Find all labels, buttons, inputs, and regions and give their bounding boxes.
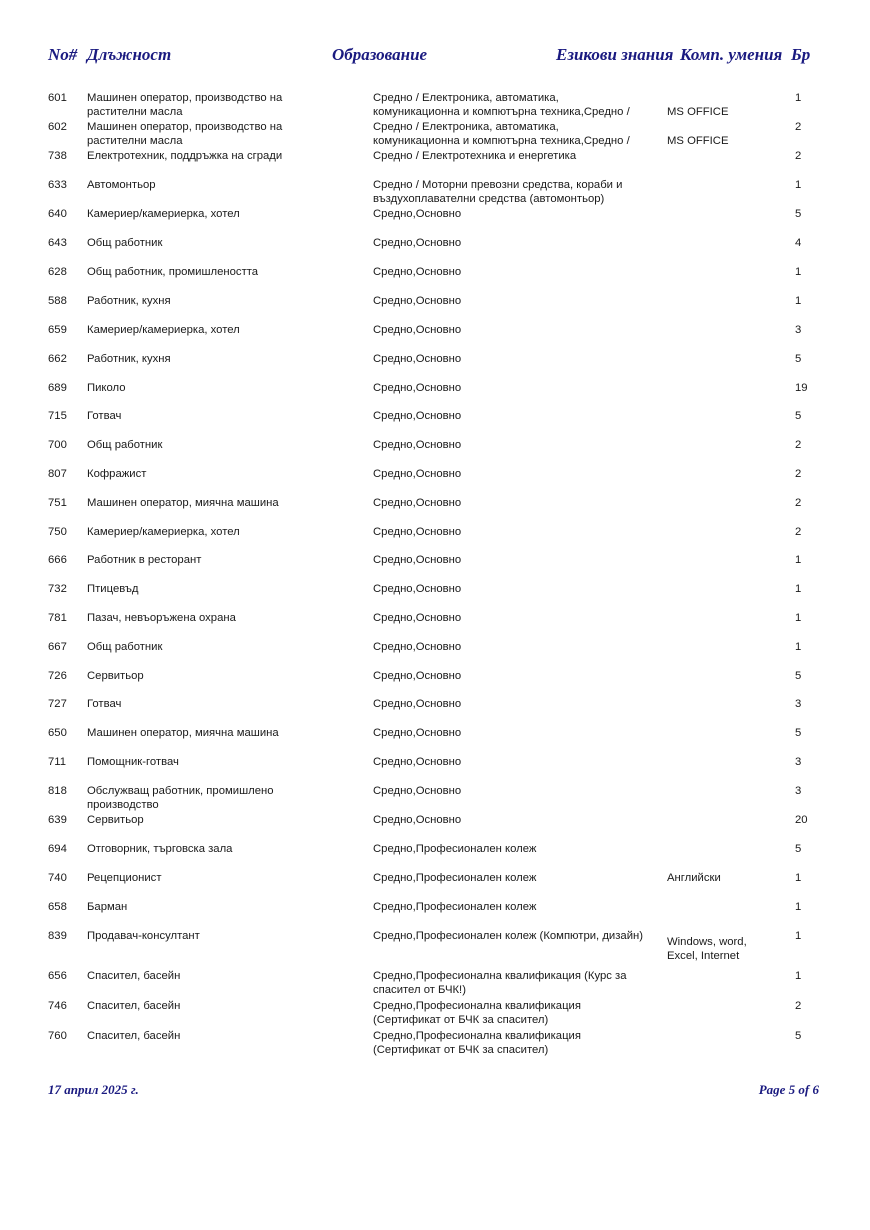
row-education: Средно,Основно <box>373 727 462 739</box>
row-count: 2 <box>795 439 802 451</box>
row-count: 2 <box>795 1000 802 1012</box>
footer-page-number: Page 5 of 6 <box>758 1082 819 1097</box>
row-number: 588 <box>48 295 67 307</box>
row-number: 650 <box>48 727 67 739</box>
row-count: 1 <box>795 92 802 104</box>
row-count: 1 <box>795 641 802 653</box>
row-position: Пиколо <box>87 382 126 394</box>
row-number: 807 <box>48 468 67 480</box>
row-number: 640 <box>48 208 67 220</box>
row-education: Средно,Основно <box>373 468 462 480</box>
footer-date: 17 април 2025 г. <box>48 1082 139 1097</box>
row-count: 5 <box>795 1030 802 1042</box>
row-languages: Английски <box>667 872 721 884</box>
row-education: Средно,Основно <box>373 439 462 451</box>
row-count: 2 <box>795 497 802 509</box>
row-position: Пазач, невъоръжена охрана <box>87 612 236 624</box>
row-position: Работник в ресторант <box>87 554 202 566</box>
row-position: Общ работник <box>87 439 163 451</box>
row-count: 1 <box>795 295 802 307</box>
row-count: 1 <box>795 583 802 595</box>
row-number: 711 <box>48 756 67 768</box>
row-number: 601 <box>48 92 67 104</box>
row-count: 3 <box>795 756 802 768</box>
row-position: Сервитьор <box>87 670 144 682</box>
row-number: 715 <box>48 410 67 422</box>
row-position: Общ работник, промишлеността <box>87 266 259 278</box>
row-number: 818 <box>48 785 67 797</box>
row-number: 746 <box>48 1000 67 1012</box>
row-position: Готвач <box>87 698 122 710</box>
row-position: Камериер/камериерка, хотел <box>87 526 240 538</box>
row-education: Средно,Основно <box>373 641 462 653</box>
row-count: 5 <box>795 843 802 855</box>
row-education: Средно / Електротехника и енергетика <box>373 150 577 162</box>
row-count: 1 <box>795 554 802 566</box>
row-count: 5 <box>795 353 802 365</box>
row-position: Автомонтьор <box>87 179 156 191</box>
row-education: Средно,Основно <box>373 670 462 682</box>
row-computer-skills: MS OFFICE <box>667 134 729 147</box>
row-position: Общ работник <box>87 237 163 249</box>
row-count: 4 <box>795 237 802 249</box>
row-number: 628 <box>48 266 67 278</box>
row-number: 727 <box>48 698 67 710</box>
row-number: 667 <box>48 641 67 653</box>
row-education: Средно / Електроника, автоматика, комуникационна и компютърна техника,Средно / <box>373 121 630 147</box>
row-count: 1 <box>795 872 802 884</box>
row-position: Готвач <box>87 410 122 422</box>
row-number: 740 <box>48 872 67 884</box>
row-education: Средно,Основно <box>373 324 462 336</box>
row-count: 2 <box>795 150 802 162</box>
row-number: 760 <box>48 1030 67 1042</box>
header-education: Образование <box>332 45 428 64</box>
row-education: Средно,Основно <box>373 698 462 710</box>
row-count: 1 <box>795 901 802 913</box>
row-position: Обслужващ работник, промишлено производство <box>87 785 274 811</box>
row-position: Рецепционист <box>87 872 162 884</box>
row-count: 1 <box>795 266 802 278</box>
row-computer-skills: MS OFFICE <box>667 105 729 118</box>
row-position: Камериер/камериерка, хотел <box>87 324 240 336</box>
row-position: Машинен оператор, производство на растителни масла <box>87 92 283 118</box>
row-education: Средно,Основно <box>373 612 462 624</box>
row-number: 633 <box>48 179 67 191</box>
row-education: Средно,Основно <box>373 295 462 307</box>
row-count: 1 <box>795 612 802 624</box>
row-count: 3 <box>795 785 802 797</box>
row-position: Спасител, басейн <box>87 970 181 982</box>
row-education: Средно,Професионален колеж <box>373 872 537 884</box>
row-education: Средно,Основно <box>373 814 462 826</box>
row-position: Сервитьор <box>87 814 144 826</box>
row-number: 694 <box>48 843 67 855</box>
row-position: Машинен оператор, миячна машина <box>87 727 279 739</box>
row-education: Средно,Професионална квалификация (Сертификат от БЧК за спасител) <box>373 1000 581 1026</box>
row-education: Средно,Основно <box>373 353 462 365</box>
row-position: Барман <box>87 901 128 913</box>
row-number: 658 <box>48 901 67 913</box>
row-count: 3 <box>795 324 802 336</box>
row-count: 1 <box>795 970 802 982</box>
row-education: Средно,Основно <box>373 554 462 566</box>
row-education: Средно,Основно <box>373 266 462 278</box>
row-number: 656 <box>48 970 67 982</box>
row-position: Птицевъд <box>87 583 139 595</box>
row-number: 602 <box>48 121 67 133</box>
row-education: Средно,Основно <box>373 208 462 220</box>
row-education: Средно,Основно <box>373 237 462 249</box>
row-count: 2 <box>795 526 802 538</box>
row-education: Средно,Основно <box>373 583 462 595</box>
row-count: 19 <box>795 382 808 394</box>
row-computer-skills: Windows, word, Excel, Internet <box>667 936 747 962</box>
row-number: 643 <box>48 237 67 249</box>
row-position: Машинен оператор, производство на растителни масла <box>87 121 283 147</box>
row-education: Средно,Професионална квалификация (Сертификат от БЧК за спасител) <box>373 1030 581 1056</box>
row-position: Камериер/камериерка, хотел <box>87 208 240 220</box>
row-education: Средно / Моторни превозни средства, кораби и въздухоплавателни средства (автомонтьор) <box>373 179 623 205</box>
row-education: Средно,Професионална квалификация (Курс за спасител от БЧК!) <box>373 970 627 996</box>
row-number: 639 <box>48 814 67 826</box>
header-computer-skills: Комп. умения <box>680 45 783 64</box>
row-education: Средно,Професионален колеж <box>373 901 537 913</box>
header-languages: Езикови знания <box>556 45 674 64</box>
row-number: 666 <box>48 554 67 566</box>
row-count: 20 <box>795 814 808 826</box>
row-education: Средно,Основно <box>373 785 462 797</box>
row-position: Машинен оператор, миячна машина <box>87 497 279 509</box>
row-education: Средно,Професионален колеж <box>373 843 537 855</box>
row-education: Средно,Основно <box>373 526 462 538</box>
row-education: Средно,Основно <box>373 382 462 394</box>
row-count: 5 <box>795 410 802 422</box>
row-number: 726 <box>48 670 67 682</box>
row-count: 2 <box>795 468 802 480</box>
row-education: Средно,Основно <box>373 756 462 768</box>
header-count: Бр <box>791 45 811 64</box>
row-position: Общ работник <box>87 641 163 653</box>
row-count: 1 <box>795 930 802 942</box>
row-education: Средно,Професионален колеж (Компютри, дизайн) <box>373 930 644 942</box>
row-number: 700 <box>48 439 67 451</box>
row-position: Работник, кухня <box>87 353 171 365</box>
row-number: 751 <box>48 497 67 509</box>
row-count: 5 <box>795 208 802 220</box>
row-number: 738 <box>48 150 67 162</box>
row-education: Средно / Електроника, автоматика, комуникационна и компютърна техника,Средно / <box>373 92 630 118</box>
row-count: 1 <box>795 179 802 191</box>
row-number: 689 <box>48 382 67 394</box>
row-number: 662 <box>48 353 67 365</box>
row-education: Средно,Основно <box>373 410 462 422</box>
header-position: Длъжност <box>87 45 172 64</box>
row-number: 732 <box>48 583 67 595</box>
row-education: Средно,Основно <box>373 497 462 509</box>
row-number: 659 <box>48 324 67 336</box>
row-count: 5 <box>795 670 802 682</box>
row-position: Спасител, басейн <box>87 1030 181 1042</box>
row-number: 750 <box>48 526 67 538</box>
header-no: No# <box>48 45 78 64</box>
row-position: Спасител, басейн <box>87 1000 181 1012</box>
row-position: Електротехник, поддръжка на сгради <box>87 150 283 162</box>
row-position: Кофражист <box>87 468 147 480</box>
row-count: 2 <box>795 121 802 133</box>
row-position: Работник, кухня <box>87 295 171 307</box>
row-position: Помощник-готвач <box>87 756 179 768</box>
row-number: 781 <box>48 612 67 624</box>
row-position: Отговорник, търговска зала <box>87 843 233 855</box>
row-count: 5 <box>795 727 802 739</box>
row-count: 3 <box>795 698 802 710</box>
row-number: 839 <box>48 930 67 942</box>
row-position: Продавач-консултант <box>87 930 200 942</box>
